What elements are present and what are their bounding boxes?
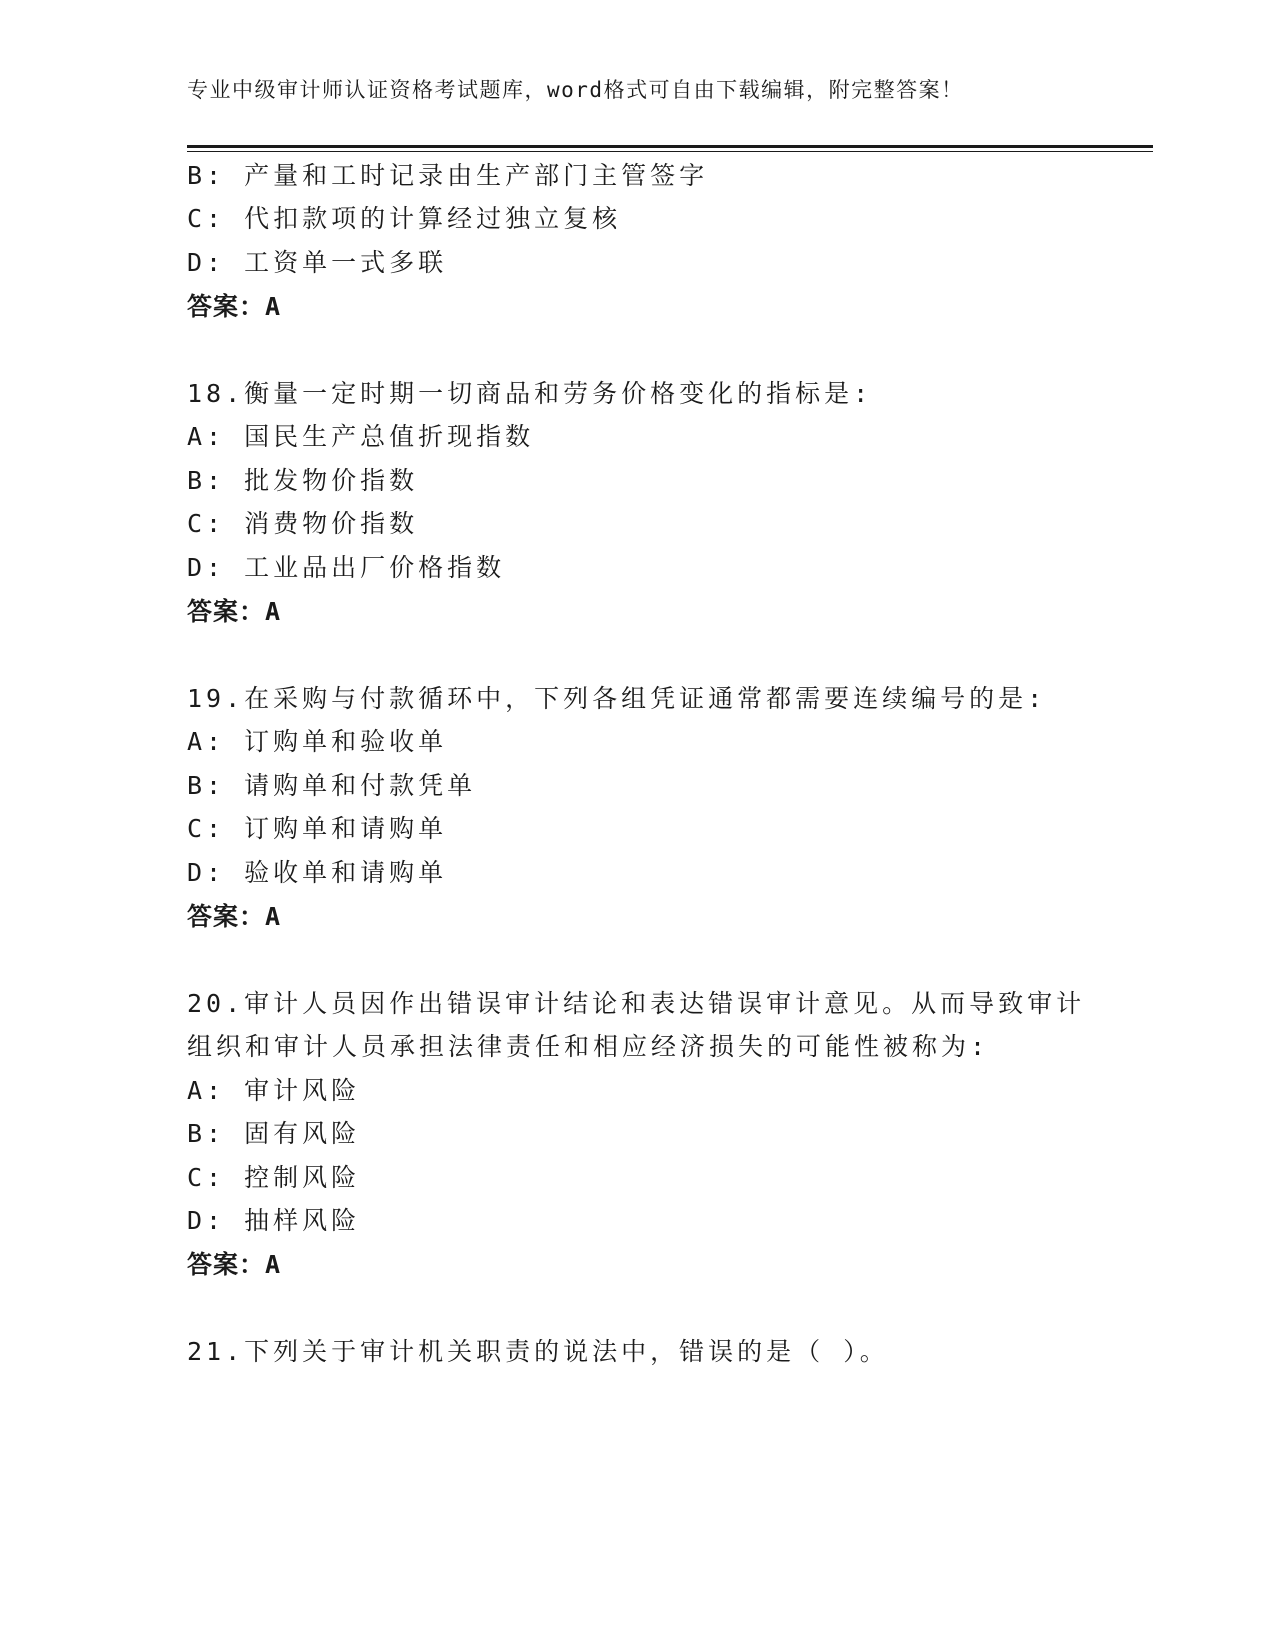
q19-option-d: D: 验收单和请购单 — [187, 858, 448, 887]
q18-answer: 答案：A — [187, 597, 282, 626]
q17-option-b: B: 产量和工时记录由生产部门主管签字 — [187, 161, 709, 190]
q17-option-c: C: 代扣款项的计算经过独立复核 — [187, 204, 622, 233]
q19-option-c: C: 订购单和请购单 — [187, 814, 448, 843]
q19-option-a: A: 订购单和验收单 — [187, 727, 448, 756]
q20-option-a: A: 审计风险 — [187, 1076, 361, 1105]
document-header: 专业中级审计师认证资格考试题库，word格式可自由下载编辑，附完整答案！ — [187, 78, 964, 102]
q20-answer: 答案：A — [187, 1250, 282, 1279]
header-rule-thin — [187, 151, 1153, 152]
header-rule-thick — [187, 145, 1153, 148]
q19-option-b: B: 请购单和付款凭单 — [187, 771, 477, 800]
q21-stem: 21.下列关于审计机关职责的说法中，错误的是（ ）。 — [187, 1337, 889, 1366]
q20-option-c: C: 控制风险 — [187, 1163, 361, 1192]
q19-stem: 19.在采购与付款循环中，下列各组凭证通常都需要连续编号的是: — [187, 684, 1047, 713]
q18-stem: 18.衡量一定时期一切商品和劳务价格变化的指标是: — [187, 379, 873, 408]
q19-answer: 答案：A — [187, 902, 282, 931]
q18-option-b: B: 批发物价指数 — [187, 466, 419, 495]
q20-stem-line2: 组织和审计人员承担法律责任和相应经济损失的可能性被称为: — [187, 1032, 990, 1061]
q17-option-d: D: 工资单一式多联 — [187, 248, 448, 277]
q18-option-d: D: 工业品出厂价格指数 — [187, 553, 506, 582]
q18-option-a: A: 国民生产总值折现指数 — [187, 422, 535, 451]
q18-option-c: C: 消费物价指数 — [187, 509, 419, 538]
q20-option-d: D: 抽样风险 — [187, 1206, 361, 1235]
q20-stem-line1: 20.审计人员因作出错误审计结论和表达错误审计意见。从而导致审计 — [187, 989, 1086, 1018]
q17-answer: 答案：A — [187, 292, 282, 321]
q20-option-b: B: 固有风险 — [187, 1119, 361, 1148]
